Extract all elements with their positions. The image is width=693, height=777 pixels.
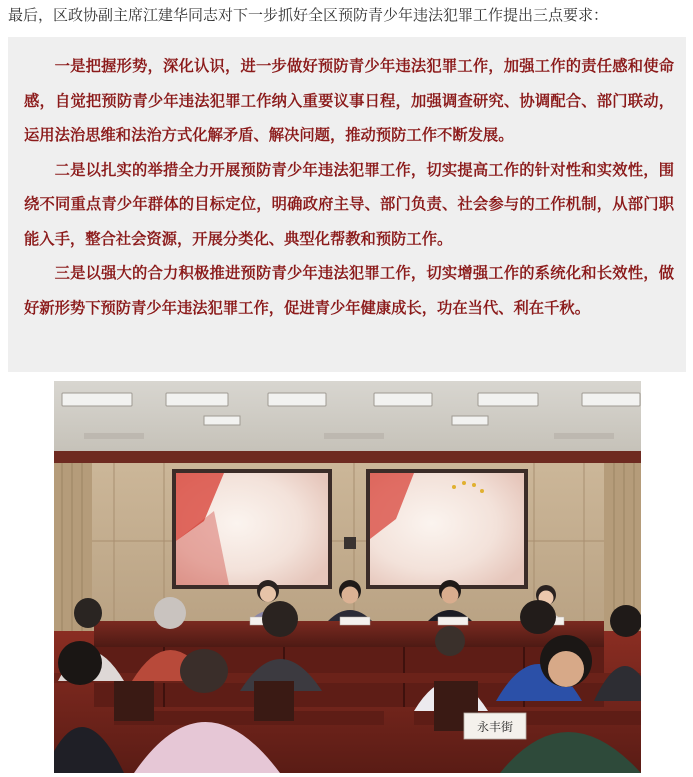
requirement-1: 一是把握形势，深化认识，进一步做好预防青少年违法犯罪工作，加强工作的责任感和使命感，自觉把预防青少年违法犯罪工作纳入重要议事日程，加强调查研究、协调配合、部门联动，运用法治思维和法治方式化解矛盾、解决问题，推动预防工作不断发展。 bbox=[24, 57, 674, 144]
requirement-2: 二是以扎实的举措全力开展预防青少年违法犯罪工作，切实提高工作的针对性和实效性，围绕不同重点青少年群体的目标定位，明确政府主导、部门负责、社会参与的工作机制，从部门职能入手，整合社会资源，开展分类化、典型化帮教和预防工作。 bbox=[24, 160, 674, 248]
meeting-photo bbox=[54, 381, 641, 773]
requirement-3: 三是以强大的合力积极推进预防青少年违法犯罪工作，切实增强工作的系统化和长效性，做好新形势下预防青少年违法犯罪工作，促进青少年健康成长，功在当代、利在千秋。 bbox=[24, 264, 674, 317]
intro-text: 最后，区政协副主席江建华同志对下一步抓好全区预防青少年违法犯罪工作提出三点要求： bbox=[8, 6, 609, 24]
name-card-text: 永丰街 bbox=[476, 720, 514, 734]
requirements-box bbox=[8, 37, 686, 372]
